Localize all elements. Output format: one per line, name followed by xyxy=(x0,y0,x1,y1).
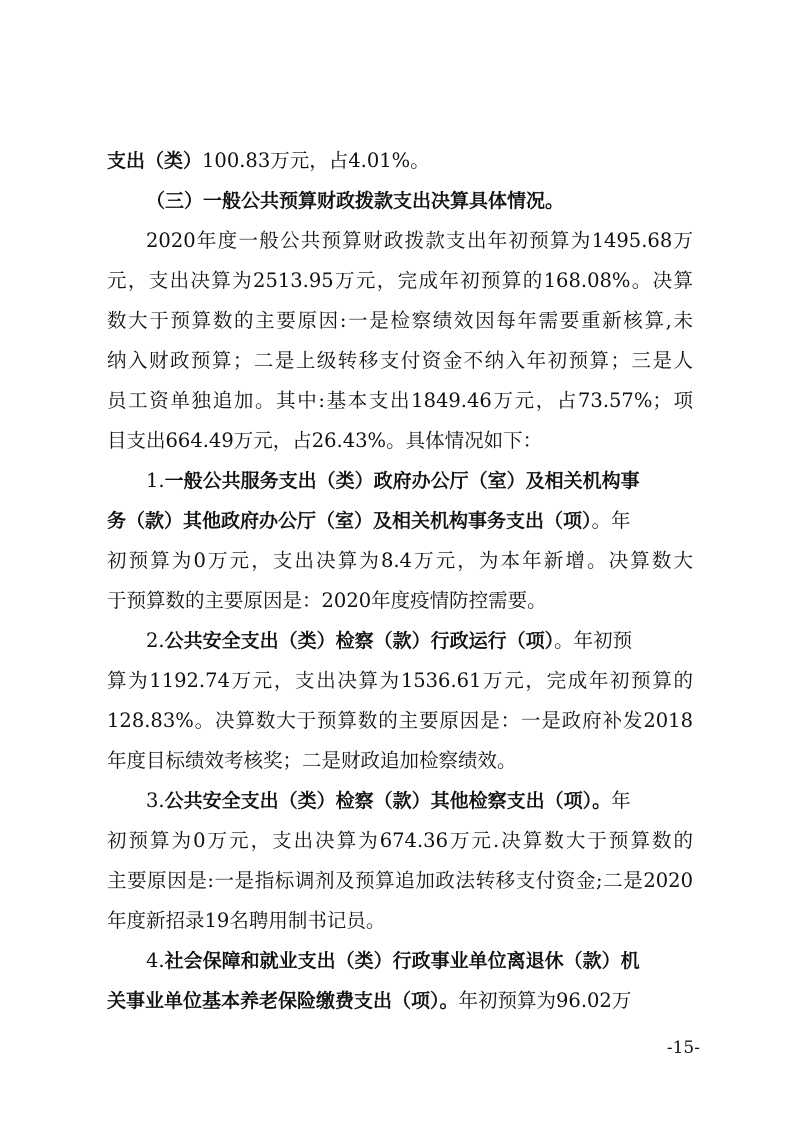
bold-item-title: 一般公共服务支出（类）政府办公厅（室）及相关机构事 xyxy=(164,470,640,492)
paragraph-line: 元，支出决算为2513.95万元，完成年初预算的168.08%。决算 xyxy=(107,269,693,292)
paragraph-line: 年度新招录19名聘用制书记员。 xyxy=(107,909,386,932)
body-text: 。年初预 xyxy=(554,629,633,652)
paragraph-line: 目支出664.49万元，占26.43%。具体情况如下： xyxy=(107,429,543,452)
body-text: 100.83万元，占4.01%。 xyxy=(202,149,430,172)
paragraph-line: 2020年度一般公共预算财政拨款支出年初预算为1495.68万 xyxy=(146,229,693,252)
paragraph-line xyxy=(146,784,693,818)
paragraph-line: 初预算为0万元，支出决算为674.36万元.决算数大于预算数的 xyxy=(107,829,693,852)
section-heading-text: （三）一般公共预算财政拨款支出决算具体情况。 xyxy=(146,190,565,212)
paragraph-line: 年度目标绩效考核奖；二是财政追加检察绩效。 xyxy=(107,749,517,772)
item-number: 1. xyxy=(146,469,165,492)
paragraph-line xyxy=(146,464,693,498)
body-text: 。年 xyxy=(591,509,631,532)
paragraph-line: 主要原因是:一是指标调剂及预算追加政法转移支付资金;二是2020 xyxy=(107,869,693,892)
paragraph-line xyxy=(146,624,693,658)
paragraph-line xyxy=(107,504,693,538)
section-heading xyxy=(146,184,693,218)
paragraph-line: 初预算为0万元，支出决算为8.4万元，为本年新增。决算数大 xyxy=(107,549,693,572)
paragraph-line: 于预算数的主要原因是：2020年度疫情防控需要。 xyxy=(107,589,547,612)
bold-item-title: 社会保障和就业支出（类）行政事业单位离退休（款）机 xyxy=(164,950,640,972)
bold-item-title: 公共安全支出（类）检察（款）行政运行（项） xyxy=(164,630,555,652)
bold-heading-text: 支出（类） xyxy=(107,150,203,172)
paragraph-line: 员工资单独追加。其中:基本支出1849.46万元，占73.57%；项 xyxy=(107,389,693,412)
paragraph-line: 128.83%。决算数大于预算数的主要原因是：一是政府补发2018 xyxy=(107,709,693,732)
paragraph-line xyxy=(107,984,693,1018)
item-number: 3. xyxy=(146,789,165,812)
paragraph-line: 算为1192.74万元，支出决算为1536.61万元，完成年初预算的 xyxy=(107,669,693,692)
paragraph-line: 数大于预算数的主要原因:一是检察绩效因每年需要重新核算,未 xyxy=(107,309,693,332)
body-text: 年 xyxy=(611,789,631,812)
item-number: 2. xyxy=(146,629,165,652)
paragraph-line: 纳入财政预算；二是上级转移支付资金不纳入年初预算；三是人 xyxy=(107,349,693,372)
item-number: 4. xyxy=(146,949,165,972)
bold-item-title: 关事业单位基本养老保险缴费支出（项）。 xyxy=(107,990,459,1012)
paragraph-line xyxy=(146,944,693,978)
bold-item-title: 务（款）其他政府办公厅（室）及相关机构事务支出（项） xyxy=(107,510,592,532)
bold-item-title: 公共安全支出（类）检察（款）其他检察支出（项）。 xyxy=(164,790,612,812)
page-number: -15- xyxy=(666,1038,700,1058)
paragraph-line xyxy=(107,144,693,178)
body-text: 年初预算为96.02万 xyxy=(458,989,632,1012)
